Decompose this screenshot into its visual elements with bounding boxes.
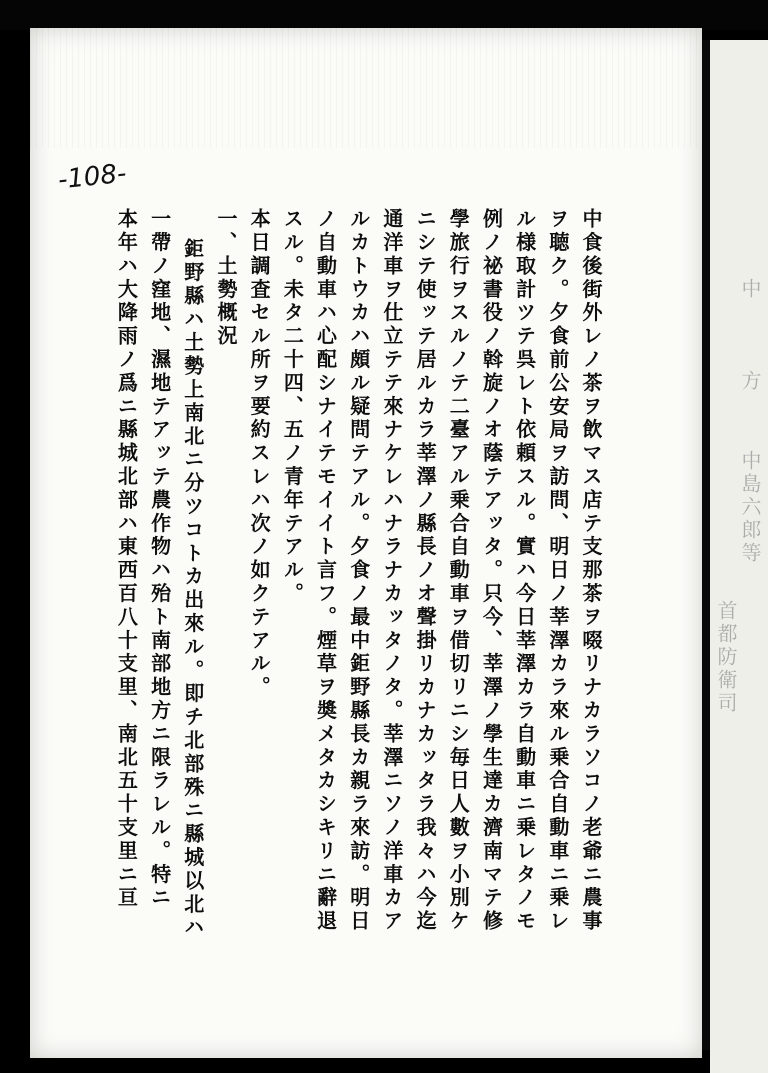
scan-top-border	[0, 0, 768, 30]
text-column-2: ヲ聴ク。夕食前公安局ヲ訪問、明日ノ莘澤カラ來ル乗合自動車ニ乗レ	[545, 208, 570, 934]
text-column-3: ル様取計ツテ呉レト依頼スル。實ハ今日莘澤カラ自動車ニ乗レタノモ	[512, 208, 537, 934]
text-column-11: 本日調査セル所ヲ要約スレハ次ノ如クテアル。	[247, 208, 272, 700]
text-column-6: ニシテ使ッテ居ルカラ莘澤ノ縣長ノオ聲掛リカナカッタラ我々ハ今迄	[413, 208, 438, 934]
document-page	[30, 28, 702, 1058]
page-number: -108-	[56, 158, 128, 196]
text-column-5: 學旅行ヲスルノテ二臺アル乗合自動車ヲ借切リニシ毎日人數ヲ小別ケ	[446, 208, 471, 934]
adjacent-page-fragment: 方	[738, 370, 762, 393]
text-column-10: スル。未タ二十四、五ノ青年テアル。	[280, 208, 305, 606]
text-column-7: 通洋車ヲ仕立テテ來ナケレハナラナカッタノタ。莘澤ニソノ洋車カア	[379, 208, 404, 934]
adjacent-page-fragment: 中島六郎等	[738, 450, 762, 565]
adjacent-page-edge	[710, 40, 768, 1073]
vertical-text-block	[115, 208, 602, 1008]
text-column-1: 中食後街外レノ茶ヲ飲マス店テ支那茶ヲ啜リナカラソコノ老爺ニ農事	[579, 208, 603, 934]
text-column-14: 一帶ノ窪地、濕地テアッテ農作物ハ殆ト南部地方ニ限ラレル。特ニ	[147, 208, 172, 910]
text-column-8: ルカトウカハ頗ル疑問テアル。夕食ノ最中鉅野縣長カ親ラ來訪。明日	[346, 208, 371, 934]
text-column-15: 本年ハ大降雨ノ爲ニ縣城北部ハ東西百八十支里、南北五十支里ニ亘	[114, 208, 139, 910]
text-column-4: 例ノ祕書役ノ斡旋ノオ蔭テアッタ。只今、莘澤ノ學生達カ濟南マテ修	[479, 208, 504, 934]
text-column-9: ノ自動車ハ心配シナイテモイイト言フ。煙草ヲ奬メタカシキリニ辭退	[313, 208, 338, 934]
section-heading: 一、土勢概況	[213, 208, 238, 349]
book-binding	[702, 40, 710, 1050]
text-column-13: 鉅野縣ハ土勢上南北ニ分ツコトカ出來ル。即チ北部殊ニ縣城以北ハ	[180, 238, 205, 940]
adjacent-page-fragment: 中	[738, 278, 762, 301]
adjacent-page-fragment: 首都防衛司	[714, 600, 738, 715]
